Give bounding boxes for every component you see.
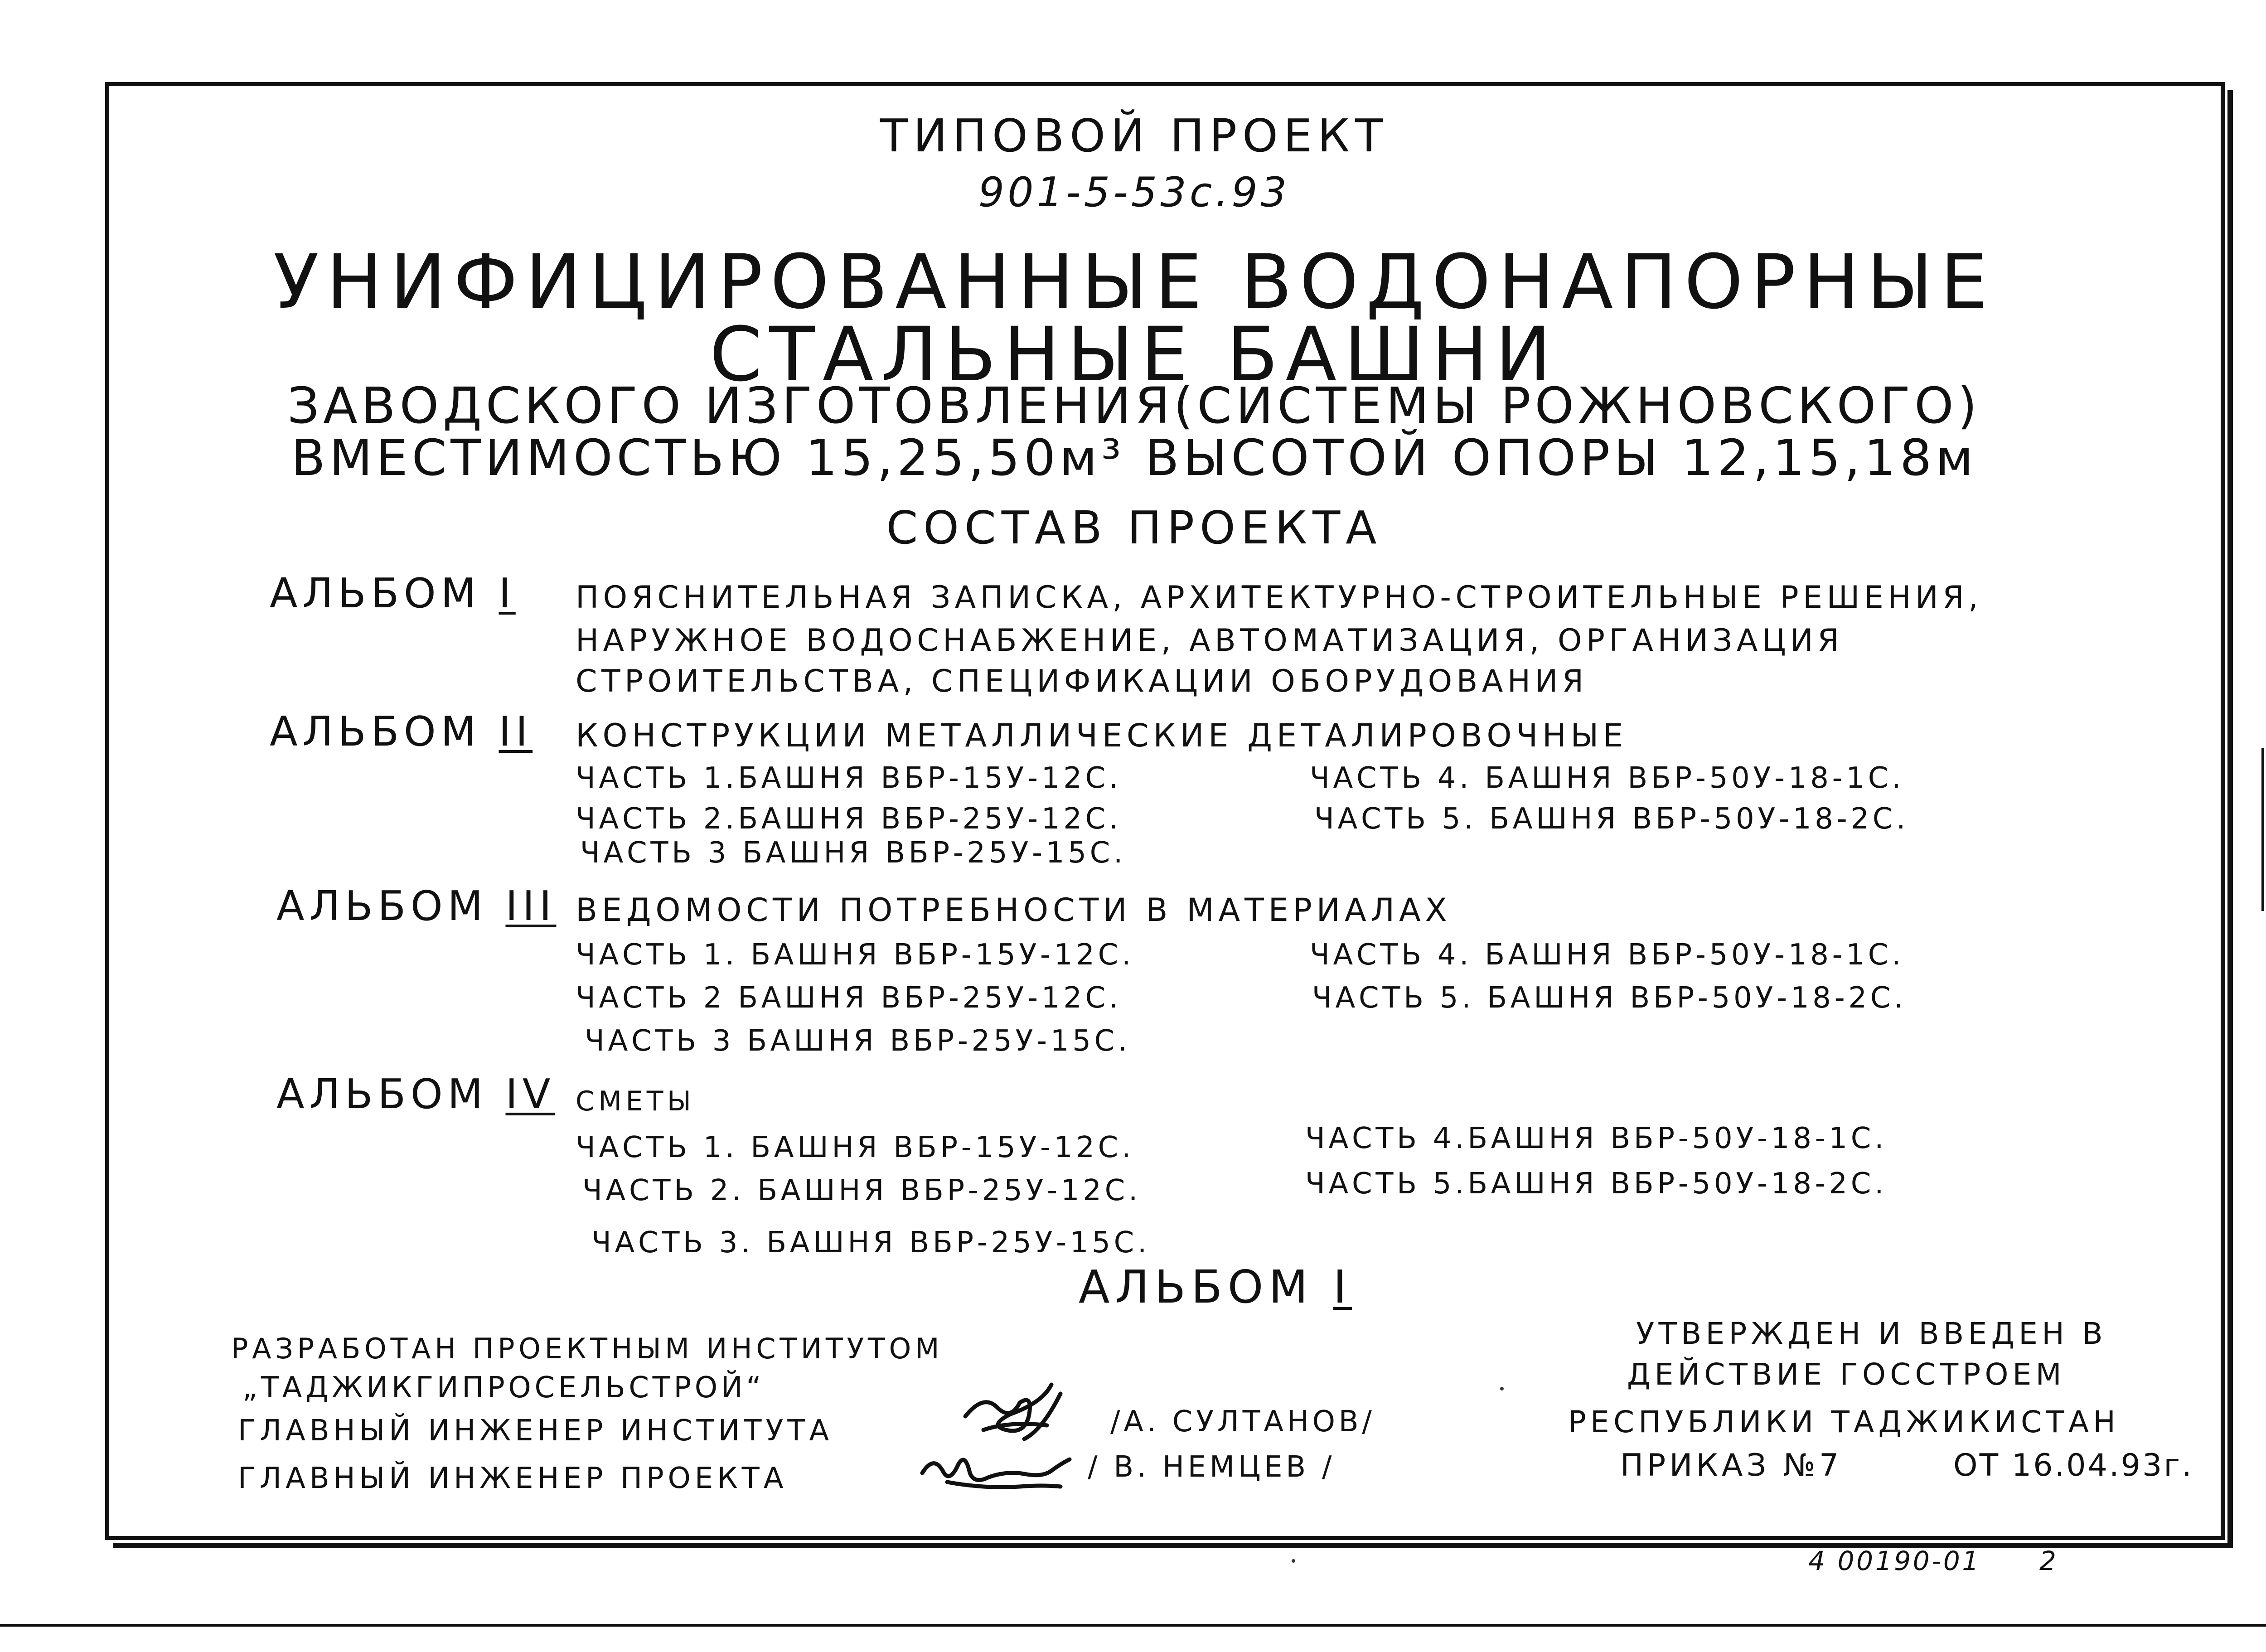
page-number: 2	[2039, 1545, 2059, 1576]
chief-engineer-institute: ГЛАВНЫЙ ИНЖЕНЕР ИНСТИТУТА	[238, 1414, 833, 1448]
album-2-label	[270, 708, 533, 756]
title-line-1: УНИФИЦИРОВАННЫЕ ВОДОНАПОРНЫЕ	[273, 238, 1995, 325]
header-type-project: ТИПОВОЙ ПРОЕКТ	[880, 109, 1389, 162]
album-numeral: I	[499, 570, 516, 617]
project-code: 901-5-53с.93	[978, 169, 1290, 216]
album-4-label	[276, 1071, 556, 1118]
album-1-line-1: ПОЯСНИТЕЛЬНАЯ ЗАПИСКА, АРХИТЕКТУРНО-СТРОИТЕЛЬНЫЕ РЕШЕНИЯ,	[576, 580, 1983, 615]
album-1-line-3: СТРОИТЕЛЬСТВА, СПЕЦИФИКАЦИИ ОБОРУДОВАНИЯ	[576, 664, 1588, 699]
album-numeral: II	[499, 708, 533, 756]
document-number: 4 00190-01	[1808, 1545, 1981, 1576]
album-label-text: АЛЬБОМ	[276, 882, 488, 930]
album-2-part-2: ЧАСТЬ 2.БАШНЯ ВБР-25У-12С.	[576, 802, 1122, 836]
album-3-part-3: ЧАСТЬ 3 БАШНЯ ВБР-25У-15С.	[585, 1024, 1131, 1058]
album-2-part-5: ЧАСТЬ 5. БАШНЯ ВБР-50У-18-2С.	[1314, 802, 1909, 836]
approval-line-3: РЕСПУБЛИКИ ТАДЖИКИСТАН	[1568, 1405, 2120, 1439]
album-label-text: АЛЬБОМ	[276, 1071, 488, 1118]
album-4-part-1: ЧАСТЬ 1. БАШНЯ ВБР-15У-12С.	[576, 1131, 1135, 1164]
album-3-description: ВЕДОМОСТИ ПОТРЕБНОСТИ В МАТЕРИАЛАХ	[576, 891, 1452, 929]
album-3-part-2: ЧАСТЬ 2 БАШНЯ ВБР-25У-12С.	[576, 981, 1122, 1015]
album-2-part-4: ЧАСТЬ 4. БАШНЯ ВБР-50У-18-1С.	[1310, 761, 1905, 795]
approval-order: ПРИКАЗ №7	[1620, 1448, 1843, 1483]
chief-engineer-project: ГЛАВНЫЙ ИНЖЕНЕР ПРОЕКТА	[238, 1462, 788, 1495]
album-label-text: АЛЬБОМ	[270, 570, 481, 617]
album-1-label	[270, 570, 516, 617]
chief-engineer-institute-name: /А. СУЛТАНОВ/	[1110, 1405, 1375, 1439]
album-label-text: АЛЬБОМ	[1079, 1260, 1313, 1313]
album-4-part-5: ЧАСТЬ 5.БАШНЯ ВБР-50У-18-2С.	[1305, 1167, 1888, 1201]
title-line-4: ВМЕСТИМОСТЬЮ 15,25,50м³ ВЫСОТОЙ ОПОРЫ 12,15,18м	[291, 429, 1977, 487]
album-3-part-4: ЧАСТЬ 4. БАШНЯ ВБР-50У-18-1С.	[1310, 938, 1905, 972]
title-line-2: СТАЛЬНЫЕ БАШНИ	[709, 311, 1559, 398]
composition-heading: СОСТАВ ПРОЕКТА	[886, 501, 1382, 554]
bottom-rule	[0, 1624, 2266, 1627]
album-3-part-1: ЧАСТЬ 1. БАШНЯ ВБР-15У-12С.	[576, 938, 1135, 972]
album-2-description: КОНСТРУКЦИИ МЕТАЛЛИЧЕСКИЕ ДЕТАЛИРОВОЧНЫЕ	[576, 717, 1628, 754]
album-3-part-5: ЧАСТЬ 5. БАШНЯ ВБР-50У-18-2С.	[1312, 981, 1907, 1015]
album-label-text: АЛЬБОМ	[270, 708, 481, 756]
title-line-3: ЗАВОДСКОГО ИЗГОТОВЛЕНИЯ(СИСТЕМЫ РОЖНОВСКОГО)	[287, 377, 1981, 435]
developer-line-1: РАЗРАБОТАН ПРОЕКТНЫМ ИНСТИТУТОМ	[231, 1332, 944, 1365]
album-numeral: IV	[505, 1071, 556, 1118]
edge-mark	[2261, 748, 2264, 911]
album-4-description: СМЕТЫ	[576, 1085, 695, 1117]
approval-line-1: УТВЕРЖДЕН И ВВЕДЕН В	[1636, 1316, 2107, 1351]
approval-line-2: ДЕЙСТВИЕ ГОССТРОЕМ	[1627, 1357, 2066, 1392]
signature-sultanov	[956, 1376, 1074, 1453]
album-4-part-4: ЧАСТЬ 4.БАШНЯ ВБР-50У-18-1С.	[1305, 1122, 1888, 1155]
signature-nemtsev	[915, 1446, 1079, 1500]
speck	[1292, 1559, 1295, 1563]
album-4-part-3: ЧАСТЬ 3. БАШНЯ ВБР-25У-15С.	[591, 1226, 1151, 1260]
album-numeral: III	[505, 882, 557, 930]
album-numeral: I	[1333, 1260, 1352, 1313]
speck	[1500, 1387, 1504, 1390]
album-2-part-3: ЧАСТЬ 3 БАШНЯ ВБР-25У-15С.	[580, 836, 1126, 870]
album-1-line-2: НАРУЖНОЕ ВОДОСНАБЖЕНИЕ, АВТОМАТИЗАЦИЯ, ОРГАНИЗАЦИЯ	[576, 623, 1844, 659]
album-2-part-1: ЧАСТЬ 1.БАШНЯ ВБР-15У-12С.	[576, 761, 1122, 795]
approval-date: ОТ 16.04.93г.	[1953, 1448, 2193, 1483]
chief-engineer-project-name: / В. НЕМЦЕВ /	[1088, 1450, 1336, 1484]
album-3-label	[276, 882, 557, 930]
current-album-label	[1079, 1260, 1352, 1313]
album-4-part-2: ЧАСТЬ 2. БАШНЯ ВБР-25У-12С.	[582, 1174, 1142, 1207]
developer-institute: „ТАДЖИКГИПРОСЕЛЬСТРОЙ“	[242, 1371, 765, 1405]
